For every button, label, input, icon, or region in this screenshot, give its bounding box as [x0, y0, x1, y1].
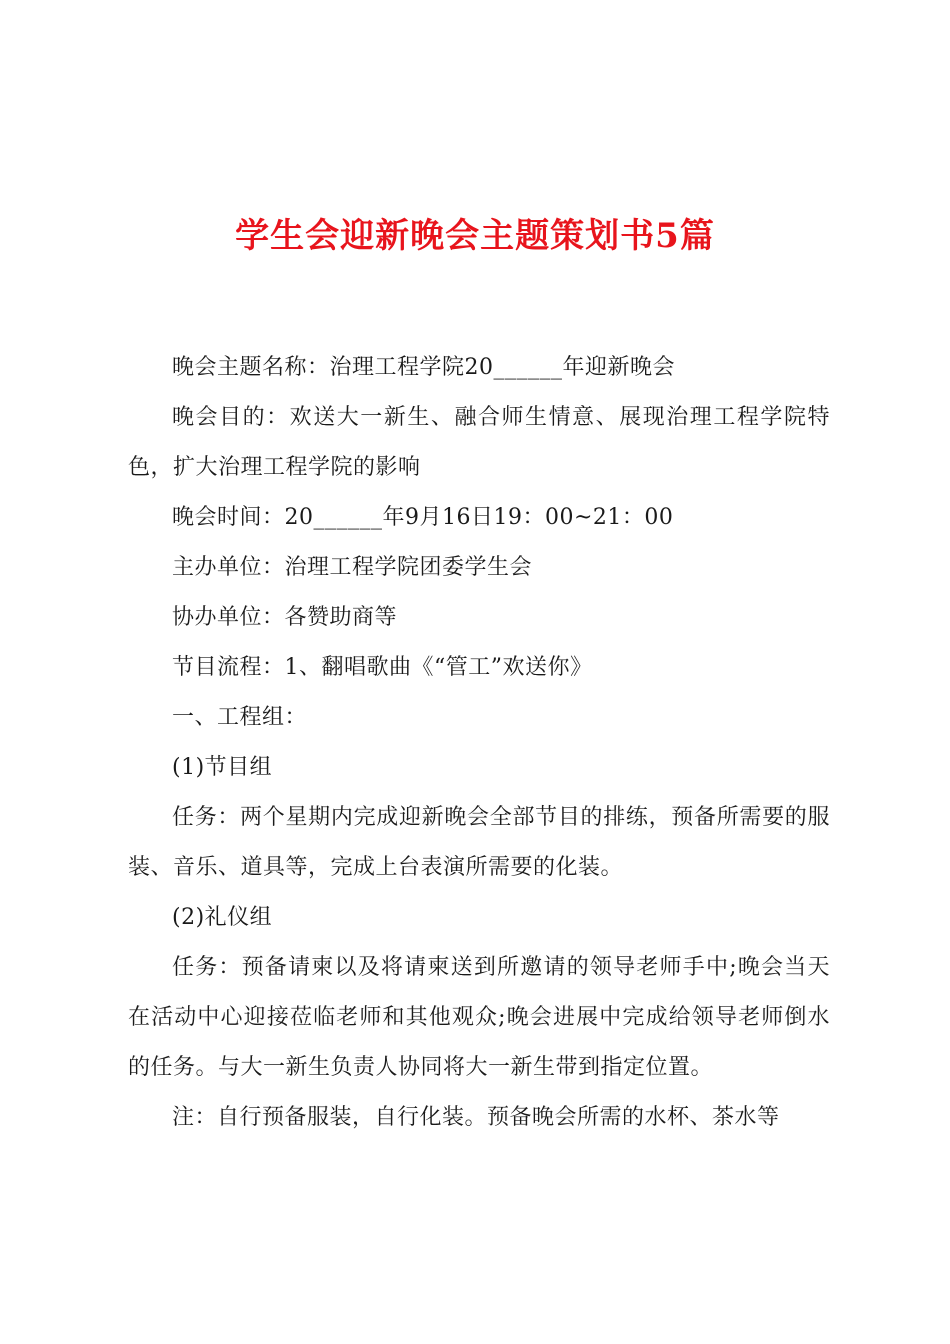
document-title: 学生会迎新晚会主题策划书5篇 — [235, 216, 715, 256]
paragraph-program-group: (1)节目组 — [172, 755, 273, 780]
paragraph-section-heading: 一、工程组： — [172, 705, 308, 730]
paragraph-theme-name: 晚会主题名称：治理工程学院20______年迎新晚会 — [172, 355, 675, 380]
paragraph-program-task: 任务：两个星期内完成迎新晚会全部节目的排练，预备所需要的服装、音乐、道具等，完成上台表演所需要的化装。 — [128, 805, 830, 880]
paragraph-purpose: 晚会目的：欢送大一新生、融合师生情意、展现治理工程学院特色，扩大治理工程学院的影响 — [128, 405, 830, 480]
paragraph-organizer: 主办单位：治理工程学院团委学生会 — [172, 555, 533, 580]
paragraph-time: 晚会时间：20______年9月16日19：00~21：00 — [172, 505, 674, 530]
paragraph-co-organizer: 协办单位：各赞助商等 — [172, 605, 398, 630]
paragraph-note: 注：自行预备服装，自行化装。预备晚会所需的水杯、茶水等 — [172, 1105, 780, 1130]
paragraph-program-flow: 节目流程：1、翻唱歌曲《“管工”欢送你》 — [172, 655, 593, 680]
paragraph-etiquette-group: (2)礼仪组 — [172, 905, 273, 930]
document-body — [128, 343, 830, 1143]
paragraph-etiquette-task: 任务：预备请柬以及将请柬送到所邀请的领导老师手中;晚会当天在活动中心迎接莅临老师和其他观众;晚会进展中完成给领导老师倒水的任务。与大一新生负责人协同将大一新生带到指定位置。 — [128, 955, 830, 1080]
